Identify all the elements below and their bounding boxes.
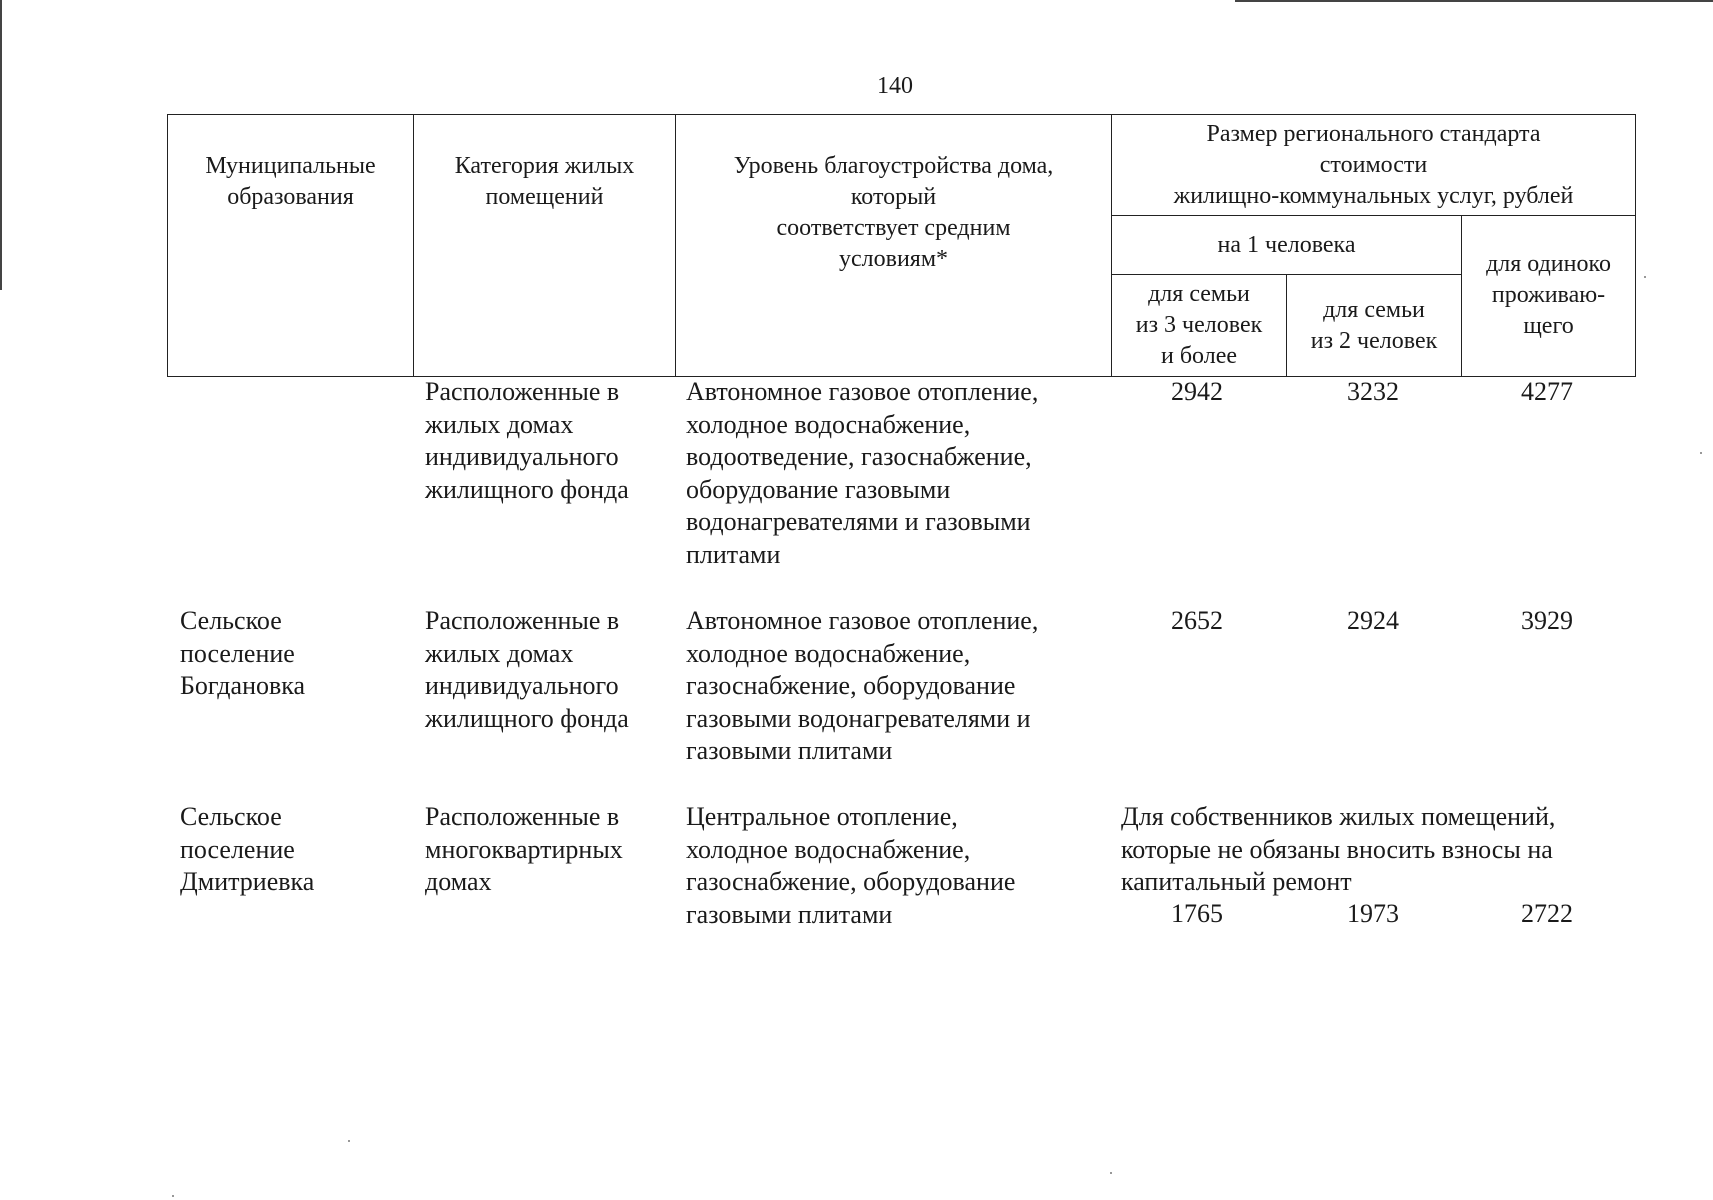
level-cell: Центральное отопление, холодное водоснабжение, газоснабжение, оборудование газовыми плитами	[686, 802, 1016, 929]
scan-speck	[348, 1140, 350, 1142]
municipality-cell: Сельское поселение Богдановка	[180, 606, 306, 700]
header-family-2: для семьи из 2 человек	[1287, 275, 1462, 377]
table-header	[167, 114, 1636, 377]
header-family-3: для семьи из 3 человек и более	[1112, 275, 1287, 377]
header-per-person: на 1 человека	[1112, 216, 1462, 275]
value-single: 2722	[1521, 899, 1573, 928]
scan-speck	[1644, 276, 1646, 278]
category-cell: Расположенные в жилых домах индивидуального жилищного фонда	[425, 377, 629, 504]
scan-speck	[1110, 1172, 1112, 1174]
header-category: Категория жилых помещений	[414, 115, 676, 377]
level-cell: Автономное газовое отопление, холодное водоснабжение, газоснабжение, оборудование газовыми водонагревателями и газовыми плитами	[686, 606, 1039, 765]
value-family-2: 2924	[1347, 606, 1399, 635]
value-family-2: 1973	[1347, 899, 1399, 928]
scan-speck	[1700, 452, 1702, 454]
owners-note: Для собственников жилых помещений, которые не обязаны вносить взносы на капитальный ремонт	[1121, 802, 1556, 896]
value-family-3: 1765	[1171, 899, 1223, 928]
header-single: для одиноко проживаю- щего	[1462, 216, 1636, 377]
page-number: 140	[877, 73, 913, 99]
scan-speck	[172, 1195, 174, 1197]
scan-edge-left	[0, 0, 2, 290]
value-family-3: 2942	[1171, 377, 1223, 406]
category-cell: Расположенные в жилых домах индивидуального жилищного фонда	[425, 606, 629, 733]
header-level: Уровень благоустройства дома, который соответствует средним условиям*	[676, 115, 1112, 377]
municipality-cell: Сельское поселение Дмитриевка	[180, 802, 315, 896]
category-cell: Расположенные в многоквартирных домах	[425, 802, 623, 896]
header-municipalities: Муниципальные образования	[168, 115, 414, 377]
level-cell: Автономное газовое отопление, холодное водоснабжение, водоотведение, газоснабжение, оборудование газовыми водонагревателями и газовыми плитами	[686, 377, 1039, 569]
header-standard-size: Размер регионального стандарта стоимости жилищно-коммунальных услуг, рублей	[1112, 115, 1636, 216]
value-family-3: 2652	[1171, 606, 1223, 635]
value-single: 4277	[1521, 377, 1573, 406]
value-family-2: 3232	[1347, 377, 1399, 406]
scan-edge-top	[1235, 0, 1713, 2]
value-single: 3929	[1521, 606, 1573, 635]
